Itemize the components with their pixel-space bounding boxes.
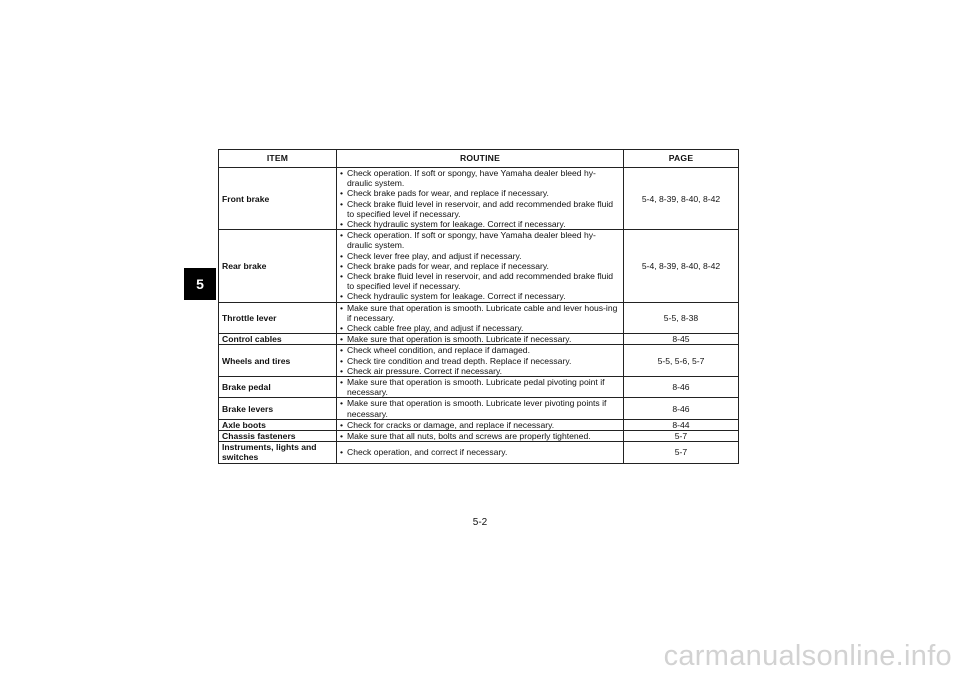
routine-bullet bbox=[340, 261, 620, 271]
item-cell: Instruments, lights and switches bbox=[219, 442, 337, 463]
routine-cell bbox=[337, 419, 624, 430]
routine-bullet bbox=[340, 219, 620, 229]
bullet-dot-icon: • bbox=[340, 377, 344, 388]
routine-bullet bbox=[340, 291, 620, 301]
bullet-dot-icon: • bbox=[340, 447, 344, 458]
page-cell: 8-46 bbox=[624, 377, 739, 398]
routine-cell bbox=[337, 431, 624, 442]
page-cell: 5-4, 8-39, 8-40, 8-42 bbox=[624, 168, 739, 230]
routine-cell bbox=[337, 168, 624, 230]
routine-text: Make sure that operation is smooth. Lubricate pedal pivoting point if necessary. bbox=[347, 377, 605, 398]
routine-bullet bbox=[340, 271, 620, 291]
routine-text: Make sure that operation is smooth. Lubricate lever pivoting points if necessary. bbox=[347, 398, 607, 419]
bullet-dot-icon: • bbox=[340, 334, 344, 345]
bullet-dot-icon: • bbox=[340, 230, 344, 241]
routine-bullet bbox=[340, 230, 620, 250]
routine-text: Check tire condition and tread depth. Replace if necessary. bbox=[347, 355, 572, 366]
routine-cell bbox=[337, 398, 624, 419]
routine-bullet bbox=[340, 188, 620, 198]
routine-cell bbox=[337, 230, 624, 302]
table-row bbox=[219, 345, 739, 377]
routine-text: Check hydraulic system for leakage. Correct if necessary. bbox=[347, 291, 566, 302]
header-routine: ROUTINE bbox=[337, 150, 624, 168]
item-cell: Wheels and tires bbox=[219, 345, 337, 377]
bullet-dot-icon: • bbox=[340, 168, 344, 178]
routine-bullet bbox=[340, 323, 620, 333]
routine-cell bbox=[337, 302, 624, 334]
routine-bullet bbox=[340, 303, 620, 323]
item-cell: Axle boots bbox=[219, 419, 337, 430]
routine-cell bbox=[337, 334, 624, 345]
routine-bullet bbox=[340, 447, 620, 457]
bullet-dot-icon: • bbox=[340, 271, 344, 282]
bullet-dot-icon: • bbox=[340, 260, 344, 271]
routine-cell bbox=[337, 345, 624, 377]
bullet-dot-icon: • bbox=[340, 431, 344, 442]
routine-text: Check air pressure. Correct if necessary. bbox=[347, 365, 503, 376]
table-row bbox=[219, 442, 739, 463]
bullet-dot-icon: • bbox=[340, 365, 344, 376]
bullet-dot-icon: • bbox=[340, 323, 344, 334]
routine-text: Check for cracks or damage, and replace if necessary. bbox=[347, 419, 555, 430]
routine-text: Make sure that all nuts, bolts and screws are properly tightened. bbox=[347, 431, 591, 442]
table-row bbox=[219, 377, 739, 398]
bullet-dot-icon: • bbox=[340, 419, 344, 430]
routine-bullet bbox=[340, 199, 620, 219]
routine-cell bbox=[337, 442, 624, 463]
routine-bullet bbox=[340, 366, 620, 376]
header-page: PAGE bbox=[624, 150, 739, 168]
table-row bbox=[219, 302, 739, 334]
routine-text: Check operation. If soft or spongy, have Yamaha dealer bleed hy-draulic system. bbox=[347, 168, 596, 189]
routine-text: Check brake fluid level in reservoir, and add recommended brake fluid to specified level if necessary. bbox=[347, 271, 614, 292]
routine-text: Check hydraulic system for leakage. Correct if necessary. bbox=[347, 219, 566, 230]
page-cell: 8-46 bbox=[624, 398, 739, 419]
bullet-dot-icon: • bbox=[340, 250, 344, 261]
maintenance-table bbox=[218, 149, 739, 464]
item-cell: Brake levers bbox=[219, 398, 337, 419]
routine-bullet bbox=[340, 251, 620, 261]
item-cell: Brake pedal bbox=[219, 377, 337, 398]
watermark: carmanualsonline.info bbox=[663, 640, 952, 672]
table-body bbox=[219, 168, 739, 464]
routine-text: Check operation, and correct if necessary. bbox=[347, 447, 508, 458]
table-header-row bbox=[219, 150, 739, 168]
table-row bbox=[219, 431, 739, 442]
item-cell: Control cables bbox=[219, 334, 337, 345]
table-row bbox=[219, 230, 739, 302]
routine-text: Check brake pads for wear, and replace if necessary. bbox=[347, 260, 549, 271]
routine-cell bbox=[337, 377, 624, 398]
page-cell: 5-5, 5-6, 5-7 bbox=[624, 345, 739, 377]
table-row bbox=[219, 168, 739, 230]
routine-bullet bbox=[340, 377, 620, 397]
routine-text: Check cable free play, and adjust if necessary. bbox=[347, 323, 524, 334]
routine-bullet bbox=[340, 398, 620, 418]
bullet-dot-icon: • bbox=[340, 219, 344, 230]
table-row bbox=[219, 334, 739, 345]
bullet-dot-icon: • bbox=[340, 355, 344, 366]
item-cell: Throttle lever bbox=[219, 302, 337, 334]
bullet-dot-icon: • bbox=[340, 188, 344, 199]
routine-bullet bbox=[340, 431, 620, 441]
routine-text: Check lever free play, and adjust if necessary. bbox=[347, 250, 522, 261]
bullet-dot-icon: • bbox=[340, 198, 344, 209]
bullet-dot-icon: • bbox=[340, 345, 344, 356]
bullet-dot-icon: • bbox=[340, 302, 344, 313]
bullet-dot-icon: • bbox=[340, 398, 344, 409]
page-number: 5-2 bbox=[472, 517, 488, 528]
routine-bullet bbox=[340, 356, 620, 366]
routine-text: Check wheel condition, and replace if damaged. bbox=[347, 345, 530, 356]
table-row bbox=[219, 398, 739, 419]
routine-bullet bbox=[340, 420, 620, 430]
item-cell: Chassis fasteners bbox=[219, 431, 337, 442]
routine-text: Check operation. If soft or spongy, have Yamaha dealer bleed hy-draulic system. bbox=[347, 230, 596, 251]
routine-bullet bbox=[340, 334, 620, 344]
page-cell: 5-7 bbox=[624, 442, 739, 463]
routine-bullet bbox=[340, 168, 620, 188]
routine-bullet bbox=[340, 345, 620, 355]
header-item: ITEM bbox=[219, 150, 337, 168]
routine-text: Check brake pads for wear, and replace if necessary. bbox=[347, 188, 549, 199]
page-cell: 5-7 bbox=[624, 431, 739, 442]
chapter-tab: 5 bbox=[184, 268, 216, 300]
page-cell: 8-44 bbox=[624, 419, 739, 430]
routine-text: Make sure that operation is smooth. Lubricate cable and lever hous-ing if necessary. bbox=[347, 302, 618, 323]
table-row bbox=[219, 419, 739, 430]
item-cell: Front brake bbox=[219, 168, 337, 230]
bullet-dot-icon: • bbox=[340, 291, 344, 302]
routine-text: Check brake fluid level in reservoir, and add recommended brake fluid to specified level if necessary. bbox=[347, 198, 614, 219]
routine-text: Make sure that operation is smooth. Lubricate if necessary. bbox=[347, 334, 572, 345]
page-cell: 8-45 bbox=[624, 334, 739, 345]
page-cell: 5-4, 8-39, 8-40, 8-42 bbox=[624, 230, 739, 302]
page-cell: 5-5, 8-38 bbox=[624, 302, 739, 334]
item-cell: Rear brake bbox=[219, 230, 337, 302]
